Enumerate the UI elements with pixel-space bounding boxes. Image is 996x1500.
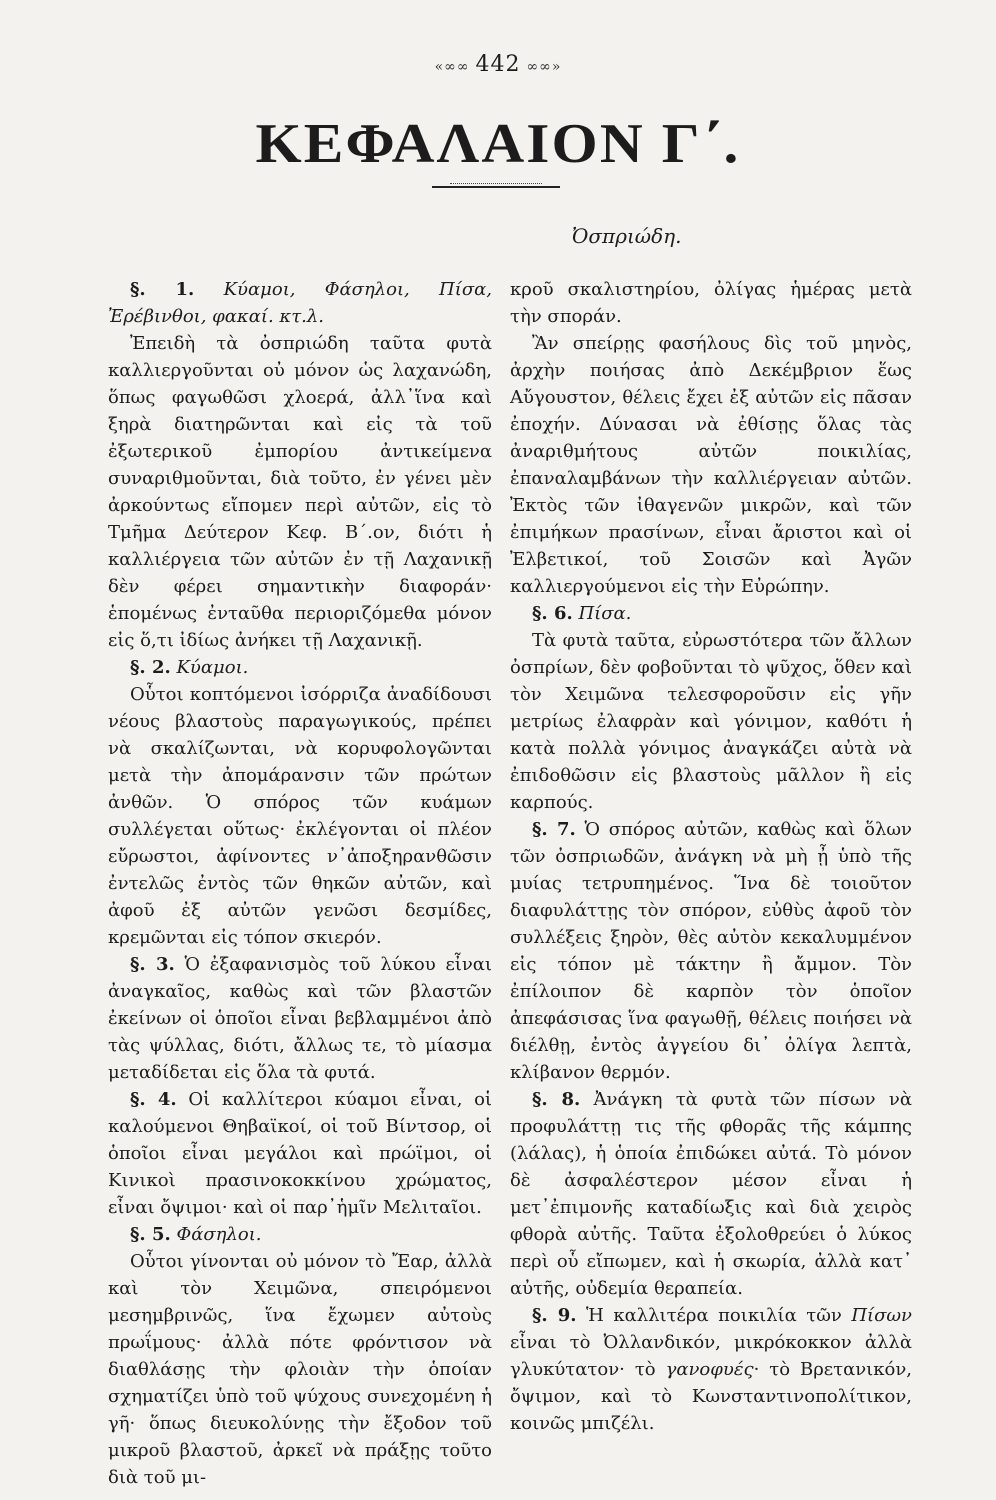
paragraph-part: Ἡ καλλιτέρα ποικιλία τῶν	[585, 1305, 842, 1326]
italic-term: γανοφυές	[665, 1359, 754, 1380]
page-number-value: 442	[475, 52, 521, 77]
paragraph: Οὗτοι κοπτόμενοι ἰσόρριζα ἀναδίδουσι νέους βλαστοὺς παραγωγικούς, πρέπει νὰ σκαλίζωνται, νὰ κορυφολογῶνται μετὰ τὴν ἀπομάρανσιν τῶν πρώτων ἀνθῶν. Ὁ σπόρος τῶν κυάμων συλλέγεται οὕτως· ἐκλέγονται οἱ πλέον εὔρωστοι, ἀφίνοντες ν᾽ἀποξηρανθῶσιν ἐντελῶς ἐντὸς τῶν θηκῶν αὐτῶν, καὶ ἀφοῦ ἐξ αὐτῶν γενῶσι δεσμίδες, κρεμῶνται εἰς τόπον σκιερόν.	[108, 684, 492, 948]
paragraph: Ἂν σπείρῃς φασήλους δὶς τοῦ μηνὸς, ἀρχὴν ποιήσας ἀπὸ Δεκέμβριον ἕως Αὔγουστον, θέλεις ἔχει ἐξ αὐτῶν εἰς πᾶσαν ἐποχήν. Δύνασαι νὰ ἐθίσῃς ὅλας τὰς ἀναριθμήτους αὐτῶν ποικιλίας, ἐπαναλαμβάνων τὴν καλλιέργειαν αὐτῶν. Ἐκτὸς τῶν ἰθαγενῶν μικρῶν, καὶ τῶν ἐπιμήκων πρασίνων, εἶναι ἄριστοι καὶ οἱ Ἐλβετικοί, τοῦ Σοισῶν καὶ Ἀγῶν καλλιεργούμενοι εἰς τὴν Εὐρώπην.	[510, 333, 912, 597]
paragraph-continued: κροῦ σκαλιστηρίου, ὀλίγας ἡμέρας μετὰ τὴν σποράν.	[510, 279, 912, 327]
section-title: Κύαμοι, Φάσηλοι, Πίσα, Ἐρέβινθοι, φακαί. κτ.λ.	[108, 279, 492, 327]
ornament-right: ∞∞»	[526, 59, 562, 75]
section-4	[108, 1086, 492, 1221]
paragraph: Ἐπειδὴ τὰ ὀσπριώδη ταῦτα φυτὰ καλλιεργοῦνται οὐ μόνον ὡς λαχανώδη, ὅπως φαγωθῶσι χλοερά, ἀλλ᾽ἵνα καὶ ξηρὰ διατηρῶνται καὶ εἰς τὰ τοῦ ἐξωτερικοῦ ἐμπορίου ἀντικείμενα συναριθμοῦνται, διὰ τοῦτο, ἐν γένει μὲν ἀρκούντως εἴπομεν περὶ αὐτῶν, εἰς τὸ Τμῆμα Δεύτερον Κεφ. Β΄.ον, διότι ἡ καλλιέργεια τῶν αὐτῶν ἐν τῇ Λαχανικῇ δὲν φέρει σημαντικὴν διαφοράν· ἑπομένως ἐνταῦθα περιοριζόμεθα μόνον εἰς ὅ,τι ἰδίως ἀνήκει τῇ Λαχανικῇ.	[108, 333, 492, 651]
section-number: §. 4.	[130, 1089, 177, 1110]
paragraph: Ὁ σπόρος αὐτῶν, καθὼς καὶ ὅλων τῶν ὀσπριωδῶν, ἀνάγκη νὰ μὴ ᾖ ὑπὸ τῆς μυίας τετρυπημένος. Ἵνα δὲ τοιοῦτον διαφυλάττῃς τὸν σπόρον, εὐθὺς ἀφοῦ τὸν συλλέξεις ξηρὸν, θὲς αὐτὸν κεκαλυμμένον εἰς τόπον μὲ τάκτην ἢ ἄμμον. Τὸν ἐπίλοιπον δὲ καρπὸν τὸν ὁποῖον ἀπεφάσισας ἵνα φαγωθῇ, θέλεις ποιήσει νὰ διέλθῃ, ἐντὸς ἀγγείου δι᾽ ὀλίγα λεπτὰ, κλίβανον θερμόν.	[510, 819, 912, 1083]
paragraph: Οἱ καλλίτεροι κύαμοι εἶναι, οἱ καλούμενοι Θηβαϊκοί, οἱ τοῦ Βίντσορ, οἱ ὁποῖοι εἶναι μεγάλοι καὶ πρώϊμοι, οἱ Κινικοὶ πρασινοκοκκίνου χρώματος, εἶναι ὄψιμοι· καὶ οἱ παρ᾽ἡμῖν Μελιταῖοι.	[108, 1089, 492, 1218]
paragraph-part: εἶναι τὸ Ὀλλανδικόν, μικρόκοκκον ἀλλὰ γλυκύτατον· τὸ	[510, 1332, 912, 1380]
paragraph: Ὁ ἐξαφανισμὸς τοῦ λύκου εἶναι ἀναγκαῖος, καθὼς καὶ τῶν βλαστῶν ἐκείνων οἱ ὁποῖοι εἶναι βεβλαμμένοι ἀπὸ τὰς ψύλλας, διότι, ἄλλως τε, τὸ μίασμα μεταδίδεται εἰς ὅλα τὰ φυτά.	[108, 954, 492, 1083]
section-number: §. 9.	[532, 1305, 577, 1326]
section-number: §. 7.	[532, 819, 576, 840]
section-number: §. 2.	[130, 657, 171, 678]
section-number: §. 1.	[130, 279, 195, 300]
section-number: §. 5.	[130, 1224, 171, 1245]
section-number: §. 6.	[532, 603, 573, 624]
section-8	[510, 1086, 912, 1302]
section-7	[510, 816, 912, 1086]
section-6	[510, 600, 912, 627]
section-5	[108, 1221, 492, 1248]
section-title: Κύαμοι.	[176, 657, 249, 678]
section-title: Φάσηλοι.	[176, 1224, 262, 1245]
section-title: Πίσα.	[578, 603, 632, 624]
paragraph-part: · τὸ Βρετανικόν, ὄψιμον, καὶ τὸ Κωνσταντινοπολίτικον, κοινῶς μπιζέλι.	[510, 1359, 912, 1434]
section-2	[108, 654, 492, 681]
section-1	[108, 276, 492, 330]
page-number	[0, 52, 996, 77]
paragraph: Οὗτοι γίνονται οὐ μόνον τὸ Ἔαρ, ἀλλὰ καὶ τὸν Χειμῶνα, σπειρόμενοι μεσημβρινῶς, ἵνα ἔχωμεν αὐτοὺς πρωΐμους· ἀλλὰ πότε φρόντισον νὰ διαθλάσῃς τὴν φλοιὰν τὴν ὁποίαν σχηματίζει ὑπὸ τοῦ ψύχους συνεχομένη ἡ γῆ· ὅπως διευκολύνῃς τὴν ἔξοδον τοῦ μικροῦ βλαστοῦ, ἀρκεῖ νὰ πράξῃς τοῦτο διὰ τοῦ μι-	[108, 1251, 492, 1488]
paragraph: Τὰ φυτὰ ταῦτα, εὐρωστότερα τῶν ἄλλων ὀσπρίων, δὲν φοβοῦνται τὸ ψῦχος, ὅθεν καὶ τὸν Χειμῶνα τελεσφοροῦσιν εἰς γῆν μετρίως ἐλαφρὰν καὶ γόνιμον, καθότι ἡ κατὰ πολλὰ γόνιμος ἀναγκάζει αὐτὰ νὰ ἐπιδοθῶσιν εἰς βλαστοὺς μᾶλλον ἢ εἰς καρπούς.	[510, 630, 912, 813]
paragraph: Ἀνάγκη τὰ φυτὰ τῶν πίσων νὰ προφυλάττῃ τις τῆς φθορᾶς τῆς κάμπης (λάλας), ἡ ὁποία ἐπιδώκει αὐτά. Τὸ μόνον δὲ ἀσφαλέστερον μέσον εἶναι ἡ μετ᾽ἐπιμονῆς καταδίωξις καὶ διὰ χειρὸς φθορὰ αὐτῆς. Ταῦτα ἐξολοθρεύει ὁ λύκος περὶ οὗ εἴπωμεν, καὶ ἡ σκωρία, ἀλλὰ κατ᾽ αὐτῆς, οὐδεμία θεραπεία.	[510, 1089, 912, 1299]
chapter-title: ΚΕΦΑΛΑΙΟΝ Γ΄.	[255, 113, 741, 175]
ornament-left: «∞∞	[434, 59, 470, 75]
section-number: §. 8.	[532, 1089, 581, 1110]
italic-term: Πίσων	[851, 1305, 912, 1326]
left-column	[108, 276, 492, 1491]
chapter-subtitle: Ὀσπριώδη.	[572, 224, 682, 248]
title-divider	[432, 186, 560, 188]
section-number: §. 3.	[130, 954, 175, 975]
section-3	[108, 951, 492, 1086]
right-column	[510, 276, 912, 1437]
section-9	[510, 1302, 912, 1437]
